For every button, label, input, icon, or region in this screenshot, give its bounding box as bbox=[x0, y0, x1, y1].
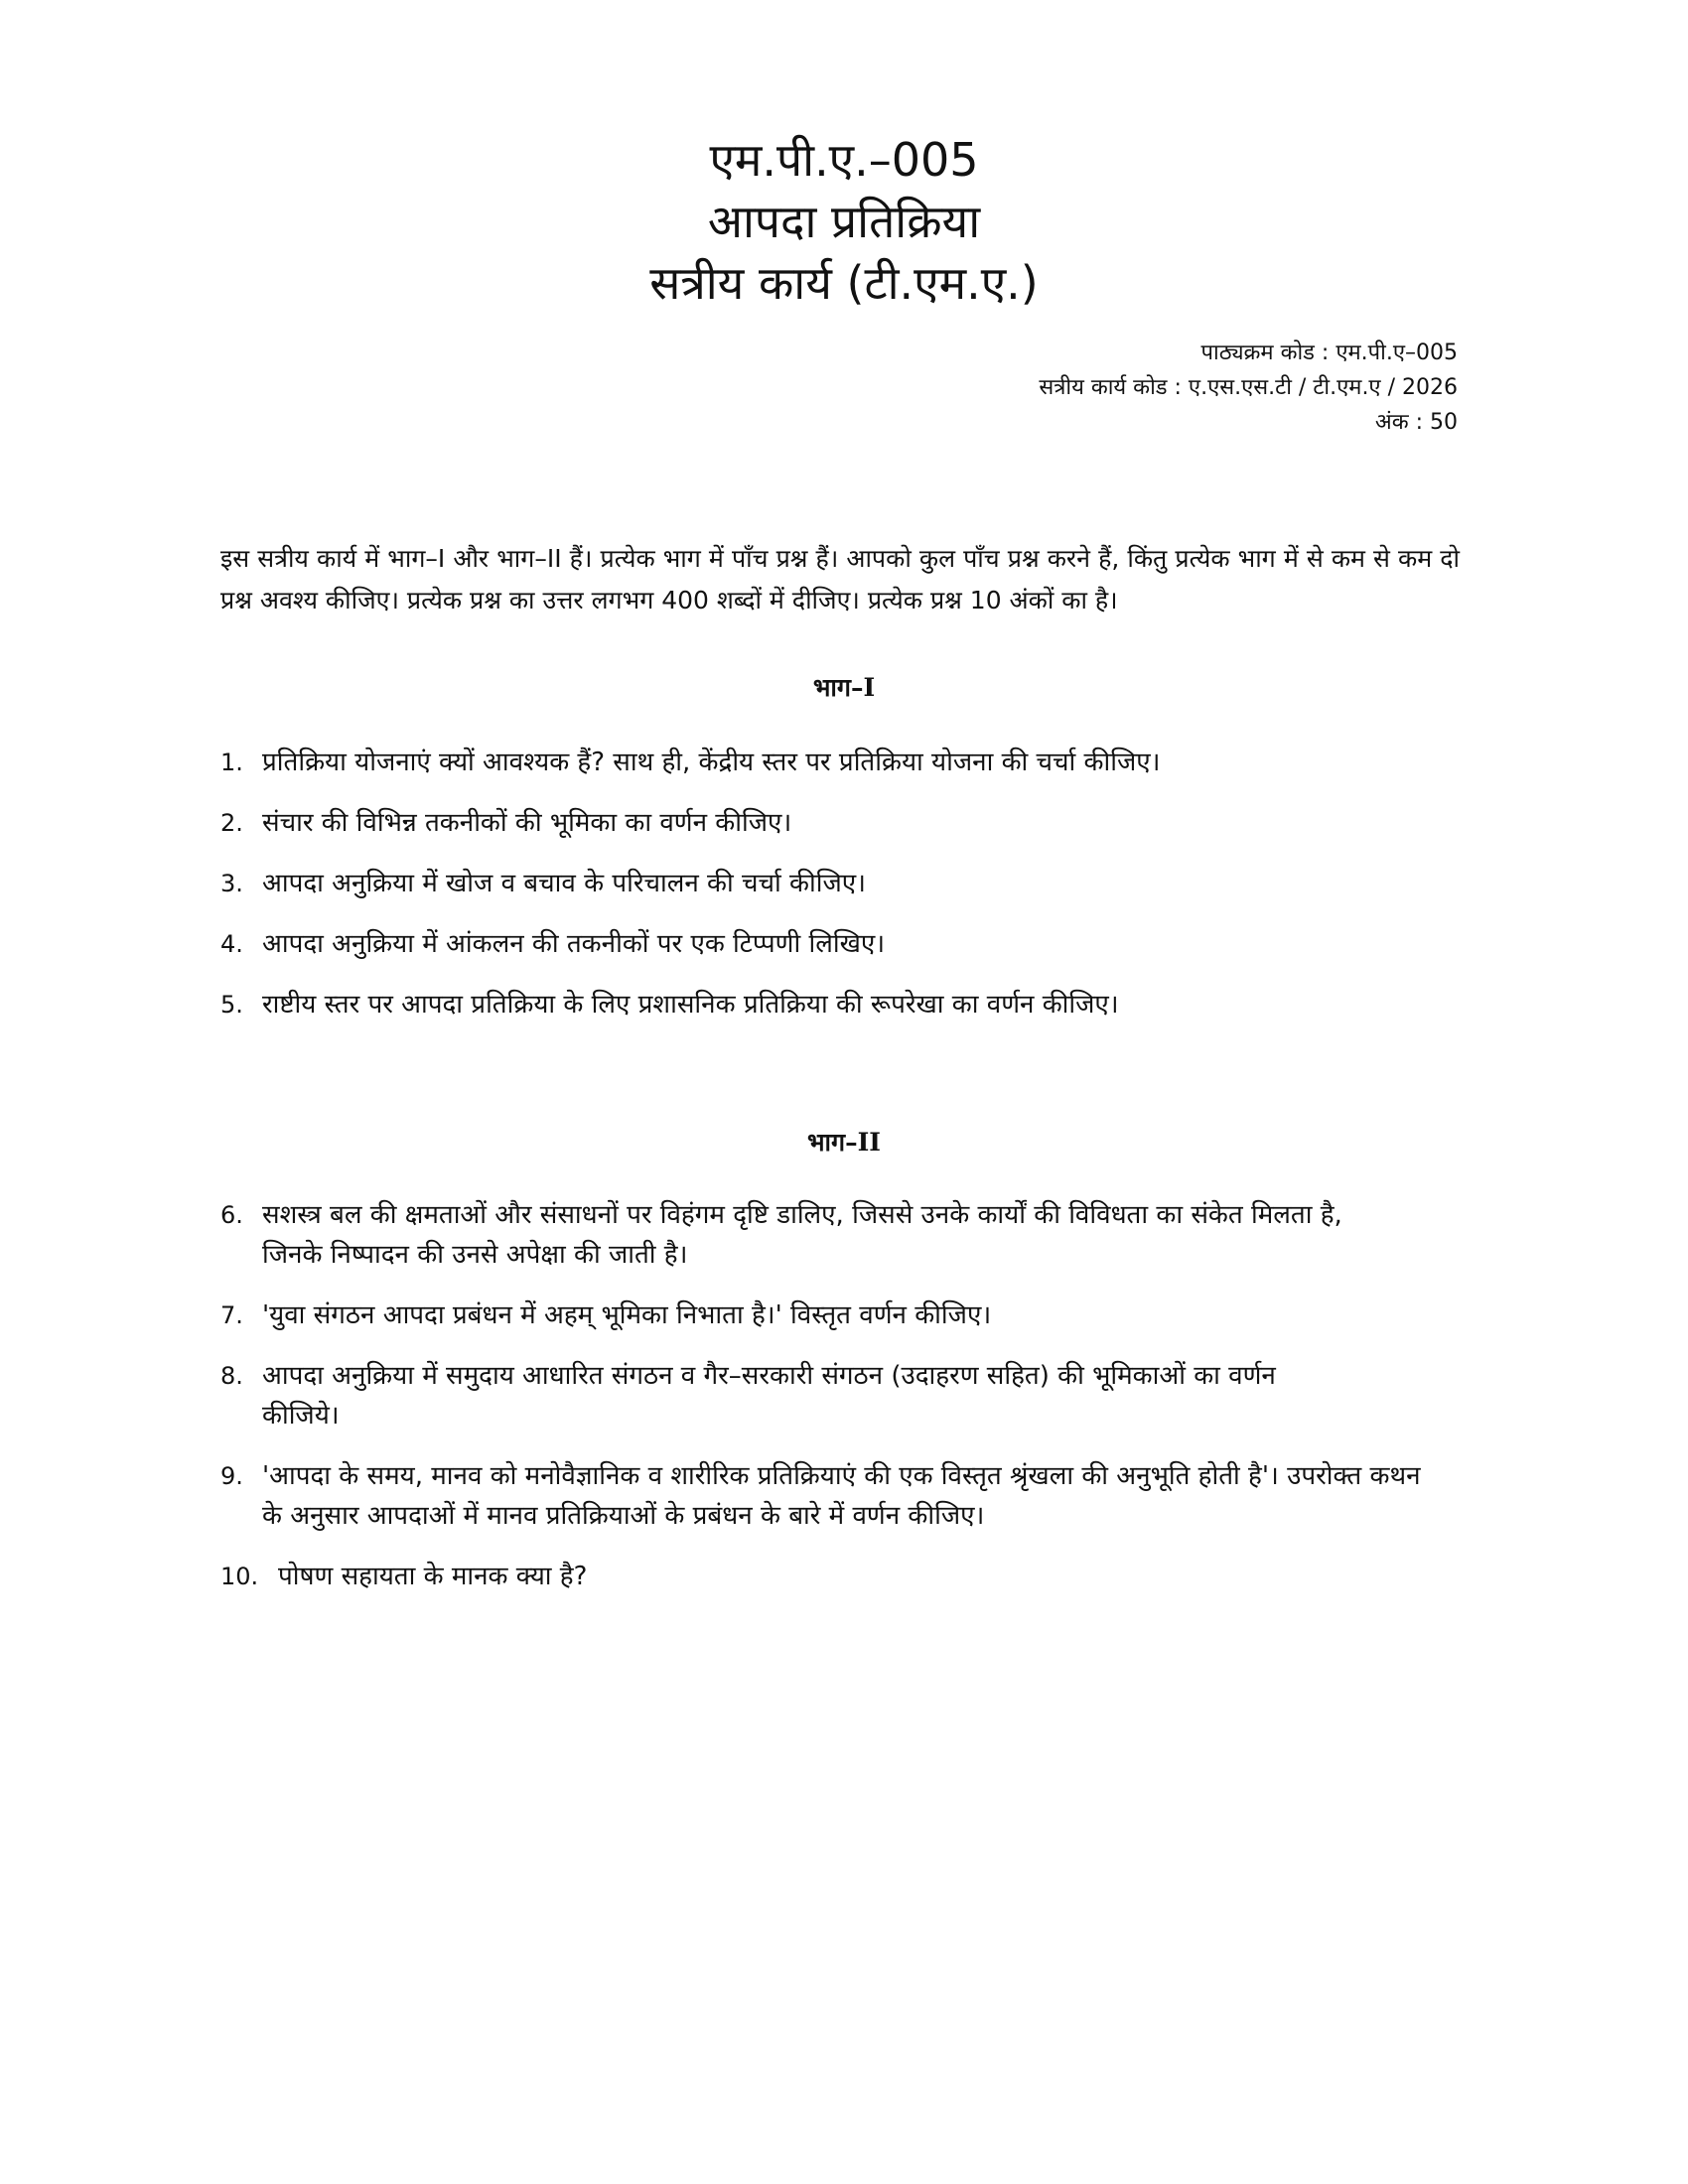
course-code: पाठ्यक्रम कोड : एम.पी.ए–005 bbox=[1200, 341, 1458, 365]
question-item bbox=[220, 803, 1472, 843]
question-number: 9. bbox=[220, 1462, 243, 1490]
question-item bbox=[220, 985, 1472, 1024]
question-number: 3. bbox=[220, 870, 243, 897]
meta-block bbox=[1039, 336, 1458, 440]
question-number: 5. bbox=[220, 991, 243, 1019]
question-text: राष्टीय स्तर पर आपदा प्रतिक्रिया के लिए प्रशासनिक प्रतिक्रिया की रूपरेखा का वर्णन कीजिए। bbox=[262, 990, 1119, 1020]
course-name: आपदा प्रतिक्रिया bbox=[707, 195, 981, 248]
part-2-heading: भाग–II bbox=[806, 1128, 881, 1157]
question-text: सशस्त्र बल की क्षमताओं और संसाधनों पर विहंगम दृष्टि डालिए, जिससे उनके कार्यों की विविधता का संकेत मिलता है, जिनके निष्पादन की उनसे अपेक्षा की जाती है। bbox=[262, 1200, 1342, 1270]
part-1-questions bbox=[220, 743, 1472, 1045]
question-number: 10. bbox=[220, 1563, 259, 1590]
question-text: आपदा अनुक्रिया में आंकलन की तकनीकों पर एक टिप्पणी लिखिए। bbox=[262, 929, 886, 959]
question-item bbox=[220, 1296, 1472, 1335]
question-item bbox=[220, 924, 1472, 964]
marks: अंक : 50 bbox=[1374, 410, 1458, 435]
question-number: 7. bbox=[220, 1301, 243, 1329]
question-number: 1. bbox=[220, 749, 243, 776]
title-block bbox=[0, 129, 1688, 314]
question-item bbox=[220, 1456, 1472, 1536]
question-text: पोषण सहायता के मानक क्या है? bbox=[278, 1562, 588, 1591]
question-number: 6. bbox=[220, 1201, 243, 1229]
assignment-code: सत्रीय कार्य कोड : ए.एस.एस.टी / टी.एम.ए / 2026 bbox=[1039, 375, 1458, 400]
question-text: आपदा अनुक्रिया में समुदाय आधारित संगठन व गैर–सरकारी संगठन (उदाहरण सहित) की भूमिकाओं का वर्णन कीजिये। bbox=[262, 1361, 1276, 1431]
question-number: 8. bbox=[220, 1362, 243, 1390]
question-item bbox=[220, 1195, 1472, 1275]
question-item bbox=[220, 864, 1472, 903]
question-item bbox=[220, 1356, 1472, 1435]
course-code-title: एम.पी.ए.–005 bbox=[709, 133, 979, 187]
question-item bbox=[220, 1557, 1472, 1596]
instructions: इस सत्रीय कार्य में भाग–I और भाग–II हैं। प्रत्येक भाग में पाँच प्रश्न हैं। आपको कुल पाँच प्रश्न करने हैं, किंतु प्रत्येक भाग में से कम से कम दो प्रश्न अवश्य कीजिए। प्रत्येक प्रश्न का उत्तर लगभग 400 शब्दों में दीजिए। प्रत्येक प्रश्न 10 अंकों का है। bbox=[220, 544, 1460, 614]
question-text: 'आपदा के समय, मानव को मनोवैज्ञानिक व शारीरिक प्रतिक्रियाएं की एक विस्तृत श्रृंखला की अनुभूति होती है'। उपरोक्त कथन के अनुसार आपदाओं में मानव प्रतिक्रियाओं के प्रबंधन के बारे में वर्णन कीजिए। bbox=[262, 1461, 1421, 1531]
question-number: 2. bbox=[220, 809, 243, 837]
assignment-title: सत्रीय कार्य (टी.एम.ए.) bbox=[649, 256, 1039, 310]
question-number: 4. bbox=[220, 930, 243, 958]
question-text: संचार की विभिन्न तकनीकों की भूमिका का वर्णन कीजिए। bbox=[262, 808, 792, 838]
question-text: प्रतिक्रिया योजनाएं क्यों आवश्यक हैं? साथ ही, केंद्रीय स्तर पर प्रतिक्रिया योजना की चर्चा कीजिए। bbox=[262, 748, 1161, 777]
question-item bbox=[220, 743, 1472, 782]
question-text: आपदा अनुक्रिया में खोज व बचाव के परिचालन की चर्चा कीजिए। bbox=[262, 869, 867, 898]
part-1-heading: भाग–I bbox=[812, 673, 876, 702]
question-text: 'युवा संगठन आपदा प्रबंधन में अहम् भूमिका निभाता है।' विस्तृत वर्णन कीजिए। bbox=[262, 1300, 992, 1330]
part-2-questions bbox=[220, 1195, 1472, 1617]
